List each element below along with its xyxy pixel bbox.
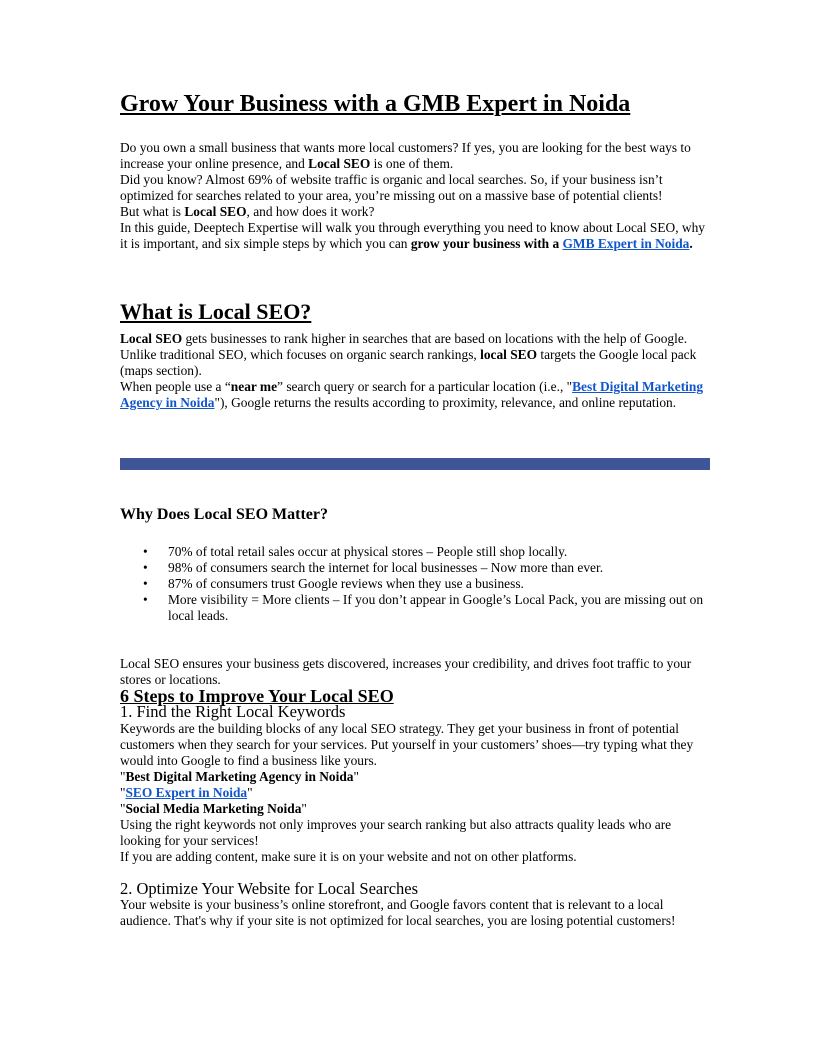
what-text: "), Google returns the results according to proximity, relevance, and online reputation. (214, 395, 677, 410)
quote-mark: " (353, 769, 359, 784)
step-2-paragraph: Your website is your business’s online storefront, and Google favors content that is relevant to a local audience. That's why if your site is not optimized for local searches, you are losing potential customers! (120, 897, 676, 928)
what-text: ” search query or search for a particular location (i.e., " (277, 379, 573, 394)
bold-text: Local SEO (120, 331, 183, 346)
intro-bold-text: grow your business with a (410, 236, 563, 251)
quote-mark: " (247, 785, 253, 800)
step-1-paragraph: Keywords are the building blocks of any local SEO strategy. They get your business in front of potential customers when they search for your services. Put yourself in your customers’ shoes—try typing what they would into Google to find a business like yours. (120, 721, 694, 768)
why-outro-paragraph: Local SEO ensures your business gets discovered, increases your credibility, and drives foot traffic to your stores or locations. (120, 656, 692, 687)
intro-text: Do you own a small business that wants more local customers? If yes, you are looking for the best ways to increase your online presence, and (120, 140, 691, 171)
list-item-text: More visibility = More clients – If you don’t appear in Google’s Local Pack, you are missing out on local leads. (168, 592, 704, 623)
intro-text: is one of them. (370, 156, 454, 171)
intro-bold-local-seo: Local SEO (184, 204, 247, 219)
intro-paragraph-4 (120, 220, 712, 252)
list-item (120, 592, 712, 624)
gmb-expert-link[interactable]: GMB Expert in Noida (562, 236, 690, 251)
quote-mark: " (301, 801, 307, 816)
quote-mark: " (120, 769, 126, 784)
bold-near-me: near me (230, 379, 278, 394)
bullet-icon: • (143, 576, 148, 591)
quote-mark: " (120, 801, 126, 816)
step-1-title: 1. Find the Right Local Keywords (120, 702, 346, 721)
intro-text: But what is (120, 204, 185, 219)
list-item (120, 544, 712, 560)
bullet-icon: • (143, 560, 148, 575)
quote-mark: " (120, 785, 126, 800)
intro-paragraph-3 (120, 204, 712, 220)
intro-bold-local-seo: Local SEO (308, 156, 371, 171)
bullet-icon: • (143, 544, 148, 559)
what-text: When people use a “ (120, 379, 231, 394)
keyword-2 (120, 785, 712, 801)
step-2-body (120, 897, 712, 929)
page-title: Grow Your Business with a GMB Expert in Noida (120, 91, 631, 117)
what-paragraph-1 (120, 331, 712, 379)
what-text: gets businesses to rank higher in searches that are based on locations with the help of Google. Unlike traditional SEO, which focuses on organic search rankings, (120, 331, 688, 362)
keyword-3 (120, 801, 712, 817)
keyword-1 (120, 769, 712, 785)
step-1-paragraph-3: If you are adding content, make sure it is on your website and not on other platforms. (120, 849, 577, 864)
intro-section (120, 140, 712, 252)
what-section (120, 331, 712, 411)
what-text: targets the Google local pack (maps section). (120, 347, 697, 378)
bold-text: local SEO (480, 347, 538, 362)
intro-paragraph-2: Did you know? Almost 69% of website traffic is organic and local searches. So, if your business isn’t optimized for searches related to your area, you’re missing out on a massive base of potential clients! (120, 172, 663, 203)
step-1-paragraph-2: Using the right keywords not only improves your search ranking but also attracts quality leads who are looking for your services! (120, 817, 672, 848)
what-paragraph-2 (120, 379, 712, 411)
six-steps-heading: 6 Steps to Improve Your Local SEO (120, 686, 394, 706)
seo-expert-link[interactable]: SEO Expert in Noida (125, 785, 248, 800)
horizontal-divider-bar (120, 458, 710, 470)
why-bullet-list (120, 544, 712, 624)
step-1-body (120, 721, 712, 865)
list-item-text: 87% of consumers trust Google reviews when they use a business. (168, 576, 524, 591)
keyword-text: Social Media Marketing Noida (125, 801, 302, 816)
what-is-local-seo-heading: What is Local SEO? (120, 299, 312, 324)
intro-text: In this guide, Deeptech Expertise will walk you through everything you need to know about Local SEO, why it is important, and six simple steps by which you can (120, 220, 705, 251)
intro-text: , and how does it work? (246, 204, 375, 219)
intro-paragraph-1 (120, 140, 712, 172)
list-item-text: 98% of consumers search the internet for local businesses – Now more than ever. (168, 560, 604, 575)
why-outro (120, 656, 712, 688)
intro-period: . (689, 236, 693, 251)
digital-marketing-agency-link[interactable]: Best Digital Marketing Agency in Noida (120, 379, 704, 410)
list-item (120, 560, 712, 576)
list-item-text: 70% of total retail sales occur at physical stores – People still shop locally. (168, 544, 568, 559)
list-item (120, 576, 712, 592)
bullet-icon: • (143, 592, 148, 607)
why-local-seo-heading: Why Does Local SEO Matter? (120, 506, 328, 523)
step-2-title: 2. Optimize Your Website for Local Searches (120, 879, 419, 898)
keyword-text: Best Digital Marketing Agency in Noida (125, 769, 354, 784)
